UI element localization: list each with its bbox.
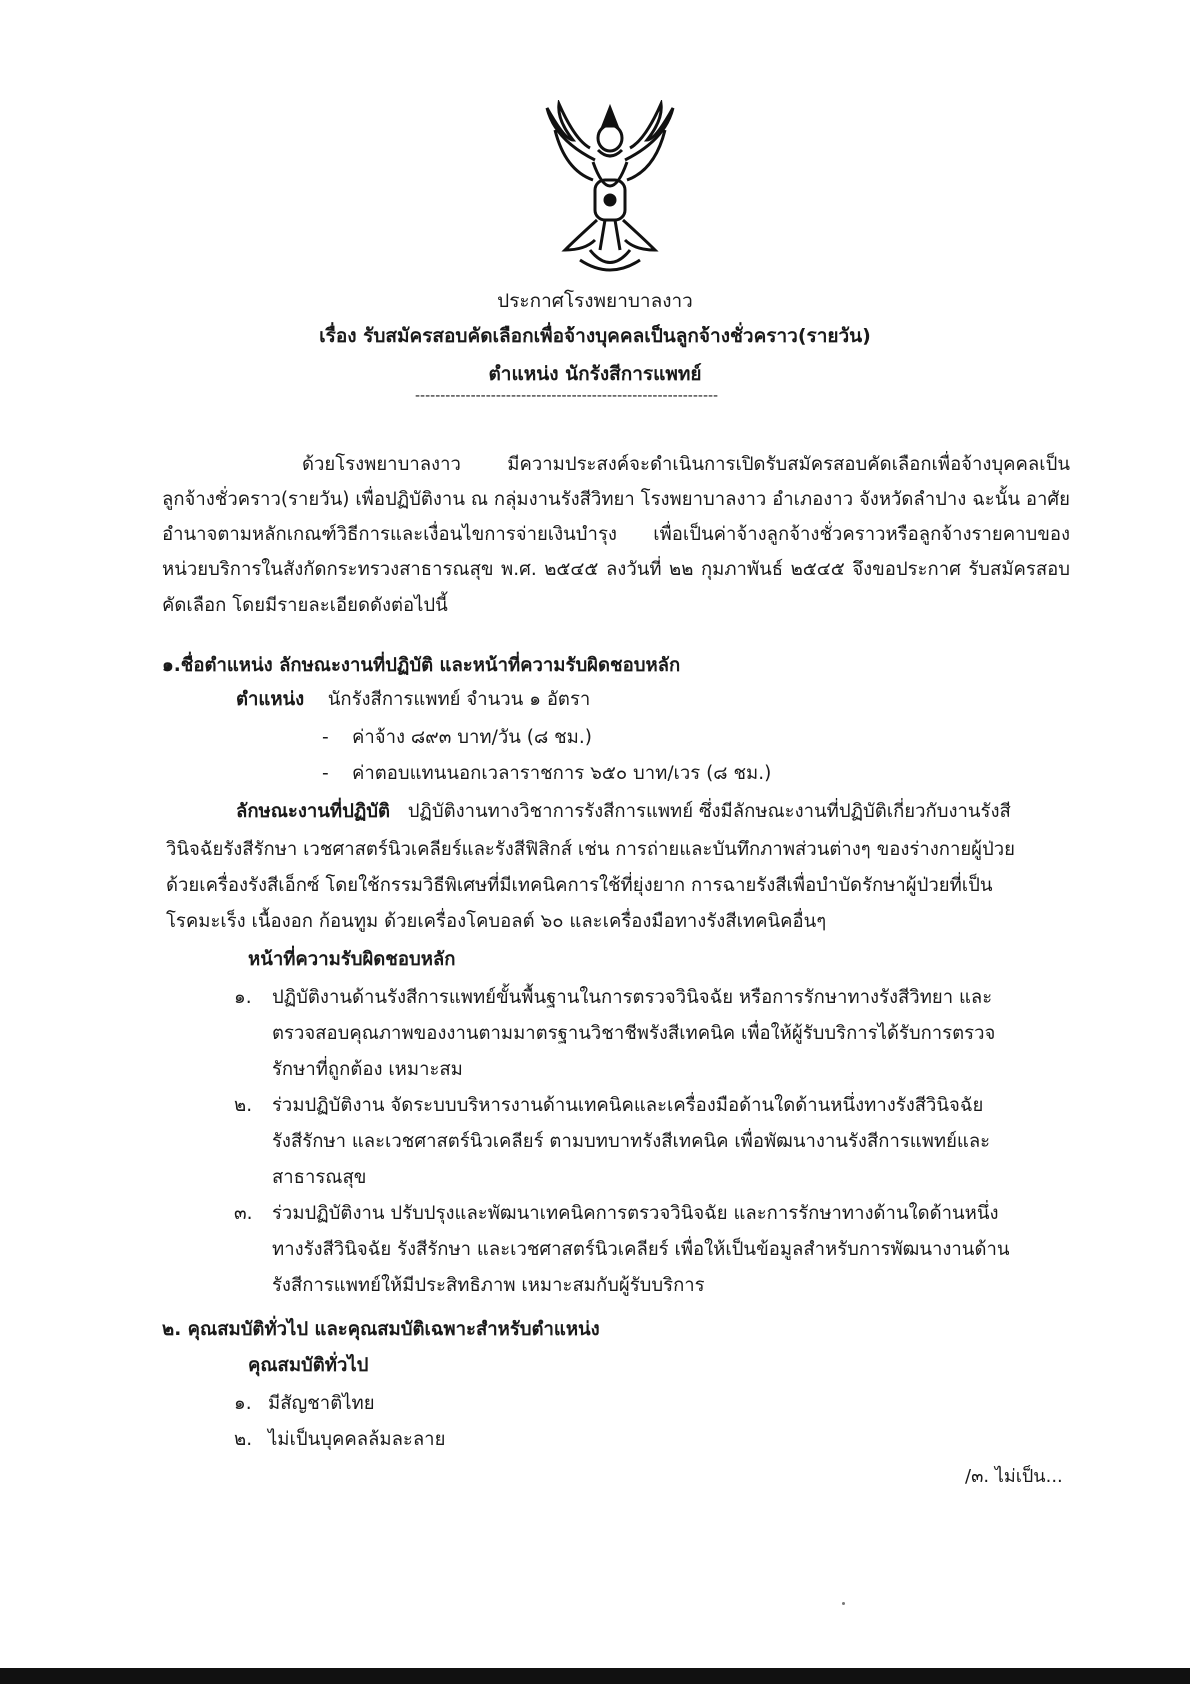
nature-line-4: โรคมะเร็ง เนื้องอก ก้อนทูม ด้วยเครื่องโคบอลต์ ๖๐ และเครื่องมือทางรังสีเทคนิคอื่นๆ — [166, 911, 827, 932]
section1-heading: ๑.ชื่อตำแหน่ง ลักษณะงานที่ปฏิบัติ และหน้าที่ความรับผิดชอบหลัก — [162, 655, 681, 676]
section2-heading: ๒. คุณสมบัติทั่วไป และคุณสมบัติเฉพาะสำหรับตำแหน่ง — [162, 1319, 600, 1340]
qualification-1-text: มีสัญชาติไทย — [268, 1393, 375, 1414]
duty-2-num: ๒. — [234, 1095, 253, 1116]
general-qualifications-heading: คุณสมบัติทั่วไป — [248, 1355, 369, 1376]
position-label: ตำแหน่ง — [236, 689, 305, 710]
header-divider: ------------------------------------------------------------ — [415, 388, 719, 404]
duty-1-line-1: ปฏิบัติงานด้านรังสีการแพทย์ขั้นพื้นฐานในการตรวจวินิจฉัย หรือการรักษาทางรังสีวิทยา และ — [272, 987, 993, 1008]
duty-1-num: ๑. — [234, 987, 252, 1008]
duty-3-num: ๓. — [234, 1203, 253, 1224]
continuation-note: /๓. ไม่เป็น... — [965, 1466, 1063, 1487]
overtime-dash: - — [322, 763, 329, 784]
overtime-item: ค่าตอบแทนนอกเวลาราชการ ๖๕๐ บาท/เวร (๘ ชม.) — [352, 763, 772, 784]
qualification-1-num: ๑. — [234, 1393, 252, 1414]
duty-1-line-3: รักษาที่ถูกต้อง เหมาะสม — [272, 1059, 463, 1080]
garuda-emblem-icon — [535, 100, 685, 280]
duty-3-line-1: ร่วมปฏิบัติงาน ปรับปรุงและพัฒนาเทคนิคการตรวจวินิจฉัย และการรักษาทางด้านใดด้านหนึ่ง — [272, 1203, 999, 1224]
announcement-title: ประกาศโรงพยาบาลงาว — [497, 290, 693, 312]
nature-label: ลักษณะงานที่ปฏิบัติ — [236, 801, 391, 822]
wage-dash: - — [322, 727, 329, 748]
duty-2-line-3: สาธารณสุข — [272, 1167, 367, 1188]
nature-line-2: วินิจฉัยรังสีรักษา เวชศาสตร์นิวเคลียร์และรังสีฟิสิกส์ เช่น การถ่ายและบันทึกภาพส่วนต่างๆ ของร่างกายผู้ป่วย — [166, 839, 1015, 860]
announcement-position: ตำแหน่ง นักรังสีการแพทย์ — [488, 363, 702, 385]
nature-line-3: ด้วยเครื่องรังสีเอ็กซ์ โดยใช้กรรมวิธีพิเศษที่มีเทคนิคการใช้ที่ยุ่งยาก การฉายรังสีเพื่อบำบัดรักษาผู้ป่วยที่เป็น — [166, 875, 993, 896]
nature-text-1: ปฏิบัติงานทางวิชาการรังสีการแพทย์ ซึ่งมีลักษณะงานที่ปฏิบัติเกี่ยวกับงานรังสี — [407, 801, 1011, 822]
announcement-subject: เรื่อง รับสมัครสอบคัดเลือกเพื่อจ้างบุคคลเป็นลูกจ้างชั่วคราว(รายวัน) — [319, 325, 871, 347]
duty-3-line-2: ทางรังสีวินิจฉัย รังสีรักษา และเวชศาสตร์นิวเคลียร์ เพื่อให้เป็นข้อมูลสำหรับการพัฒนางานด้าน — [272, 1239, 1010, 1260]
nature-line-1 — [236, 800, 1011, 823]
qualification-2-text: ไม่เป็นบุคคลล้มละลาย — [268, 1429, 446, 1450]
scan-speck — [842, 1602, 845, 1605]
qualification-2-num: ๒. — [234, 1429, 253, 1450]
position-value: นักรังสีการแพทย์ จำนวน ๑ อัตรา — [327, 689, 591, 710]
intro-paragraph — [162, 447, 1070, 623]
duty-1-line-2: ตรวจสอบคุณภาพของงานตามมาตรฐานวิชาชีพรังสีเทคนิค เพื่อให้ผู้รับบริการได้รับการตรวจ — [272, 1023, 996, 1044]
intro-text: ด้วยโรงพยาบาลงาว มีความประสงค์จะดำเนินการเปิดรับสมัครสอบคัดเลือกเพื่อจ้างบุคคลเป็นลูกจ้างชั่วคราว(รายวัน) เพื่อปฏิบัติงาน ณ กลุ่มงานรังสีวิทยา โรงพยาบาลงาว อำเภองาว จังหวัดลำปาง ฉะนั้น อาศัยอำนาจตามหลักเกณฑ์วิธีการและเงื่อนไขการจ่ายเงินบำรุง เพื่อเป็นค่าจ้างลูกจ้างชั่วคราวหรือลูกจ้างรายคาบของหน่วยบริการในสังกัดกระทรวงสาธารณสุข พ.ศ. ๒๕๔๕ ลงวันที่ ๒๒ กุมภาพันธ์ ๒๕๔๕ จึงขอประกาศ รับสมัครสอบคัดเลือก โดยมีรายละเอียดดังต่อไปนี้ — [162, 454, 1070, 616]
duty-3-line-3: รังสีการแพทย์ให้มีประสิทธิภาพ เหมาะสมกับผู้รับบริการ — [272, 1275, 705, 1296]
duty-2-line-1: ร่วมปฏิบัติงาน จัดระบบบริหารงานด้านเทคนิคและเครื่องมือด้านใดด้านหนึ่งทางรังสีวินิจฉัย — [272, 1095, 984, 1116]
wage-item: ค่าจ้าง ๘๙๓ บาท/วัน (๘ ชม.) — [352, 727, 592, 748]
scan-bottom-edge — [0, 1668, 1190, 1684]
position-row — [236, 688, 590, 711]
duty-2-line-2: รังสีรักษา และเวชศาสตร์นิวเคลียร์ ตามบทบาทรังสีเทคนิค เพื่อพัฒนางานรังสีการแพทย์และ — [272, 1131, 991, 1152]
duties-heading: หน้าที่ความรับผิดชอบหลัก — [248, 949, 456, 970]
